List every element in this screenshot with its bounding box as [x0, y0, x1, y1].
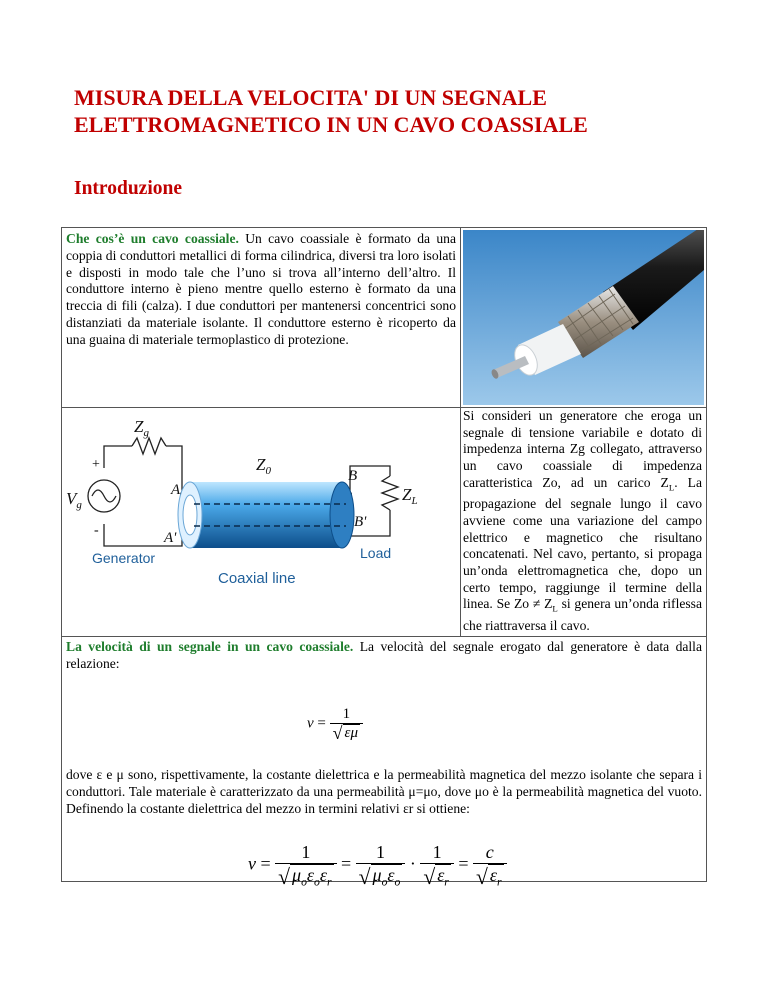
explain-paragraph — [66, 767, 702, 817]
eq2-frac-4 — [473, 842, 507, 889]
eq2-one-1: 1 — [301, 842, 311, 862]
eq1-equals: = — [317, 715, 326, 732]
eq2-equals-2: = — [341, 853, 352, 874]
generator-paragraph — [463, 408, 702, 635]
eq1-num: 1 — [342, 706, 351, 722]
label-load: Load — [360, 545, 392, 561]
eq2-den-1-text: $\mu_o\varepsilon_o\varepsilon_r$ — [292, 865, 332, 889]
eq2-c: c — [485, 842, 494, 862]
eq2-den-2-text: $\mu_o\varepsilon_o$ — [372, 865, 401, 889]
coaxial-line-diagram — [62, 408, 462, 638]
label-zg: $Z_g$ — [134, 417, 149, 439]
eq2-frac-3 — [420, 842, 454, 889]
section-heading: Introduzione — [74, 178, 182, 199]
sub-l-2: L — [552, 604, 558, 615]
title-line-2: ELETTROMAGNETICO IN UN CAVO COASSIALE — [74, 112, 588, 137]
generator-text-1: Si consideri un generatore che eroga un segnale di tensione variabile e dotato di impedenza interna Zg collegato, attraverso un cavo coassiale di impedenza caratteristica Zo, ad un carico Z — [463, 408, 702, 490]
eq2-den-4-text: $\varepsilon_r$ — [489, 865, 502, 889]
label-plus: + — [92, 457, 100, 472]
eq2-one-2: 1 — [376, 842, 385, 862]
generator-text-3: si genera un’onda riflessa che riattraversa il cavo. — [463, 596, 702, 633]
intro-paragraph — [66, 231, 456, 349]
eq2-frac-1 — [275, 842, 336, 889]
eq2-frac-2 — [356, 842, 406, 889]
eq2-den-3: √ $\varepsilon_r$ — [420, 863, 454, 889]
intro-heading: Che cos’è un cavo coassiale. — [66, 231, 239, 246]
eq2-den-3-text: $\varepsilon_r$ — [437, 865, 449, 889]
eq2-dot: · — [409, 853, 416, 874]
eq1-den: √ εμ — [330, 723, 363, 742]
eq1-fraction — [330, 706, 363, 742]
label-coaxial-line: Coaxial line — [218, 570, 296, 587]
intro-text: Un cavo coassiale è formato da una coppia di conduttori metallici di forma cilindrica, diversi tra loro isolati e disposti in modo tale che l’uno si trova all’interno dell’altro. Il conduttore interno è pieno mentre quello esterno è formato da una treccia di fili (calza). I due conduttori per mantenersi concentrici sono distanziati da materiale isolante. Il conduttore esterno è ricoperto da una guaina di materiale termoplastico di protezione. — [66, 231, 456, 347]
eq2-equals-3: = — [458, 853, 469, 874]
eq2-den-1: √ $\mu_o\varepsilon_o\varepsilon_r$ — [275, 863, 336, 889]
label-zl: $Z_L$ — [402, 485, 418, 507]
generator-text-cell — [460, 407, 707, 637]
label-z0: $Z_0$ — [256, 455, 271, 477]
eq1-den-text: εμ — [344, 725, 358, 741]
velocity-heading: La velocità di un segnale in un cavo coassiale. — [66, 639, 354, 654]
label-a: A — [171, 482, 181, 498]
cable-photo-cell — [460, 227, 707, 408]
label-b-prime: B' — [354, 514, 367, 530]
diagram-cell — [61, 407, 461, 637]
label-a-prime: A' — [164, 530, 177, 546]
eq2-equals-1: = — [260, 853, 271, 874]
label-minus: - — [94, 523, 99, 538]
title-line-1: MISURA DELLA VELOCITA' DI UN SEGNALE — [74, 85, 547, 110]
eq2-den-2: √ $\mu_o\varepsilon_o$ — [356, 863, 406, 889]
coaxial-cable-photo — [463, 230, 704, 405]
eq1-v: v — [307, 715, 314, 732]
eq2-den-4: √ $\varepsilon_r$ — [473, 863, 507, 889]
velocity-paragraph — [66, 639, 702, 673]
equation-velocity — [307, 706, 363, 742]
label-generator: Generator — [92, 550, 156, 566]
label-vg: $V_g$ — [66, 489, 82, 511]
equation-velocity-relative — [248, 842, 507, 889]
page-title — [74, 84, 714, 138]
velocity-text: La velocità del segnale erogato dal generatore è data dalla relazione: — [66, 639, 702, 671]
eq2-v: v — [248, 853, 256, 874]
velocity-cell — [61, 636, 707, 889]
explain-text: dove ε e μ sono, rispettivamente, la costante dielettrica e la permeabilità magnetica del mezzo isolante che separa i conduttori. Tale materiale è caratterizzato da una permeabilità μ=μo, dove μo è la permeabilità magnetica del vuoto. Definendo la costante dielettrica del mezzo in termini relativi εr si ottiene: — [66, 767, 702, 816]
label-b: B — [348, 468, 358, 484]
sub-l: L — [668, 482, 675, 493]
generator-text-2: . La propagazione del segnale lungo il cavo avviene come una variazione del campo elettrico e magnetico che risultano concatenati. Nel cavo, pertanto, si propaga un’onda elettromagnetica che, dopo un certo tempo, raggiunge il termine della linea. Se Zo ≠ Z — [463, 474, 702, 612]
intro-text-cell — [61, 227, 461, 408]
eq2-one-3: 1 — [432, 842, 442, 862]
